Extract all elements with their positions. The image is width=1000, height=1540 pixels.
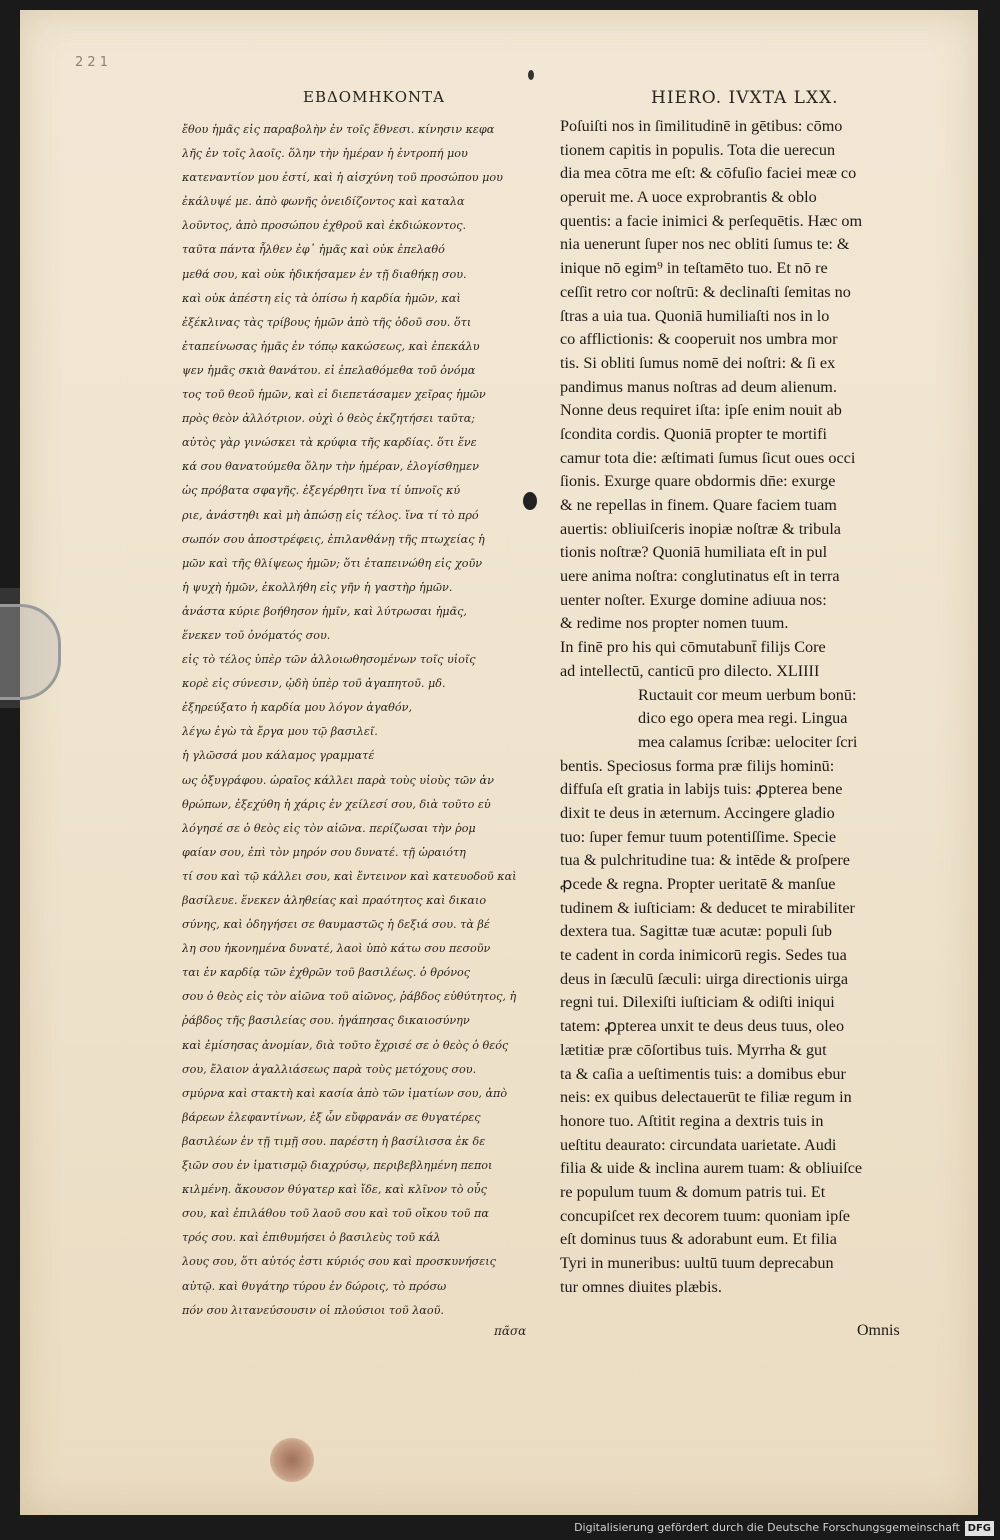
greek-line: σύνης, καὶ ὁδηγήσει σε θαυμαστῶς ἡ δεξιά σου. τὰ βέ: [182, 918, 490, 932]
greek-line: καὶ ἐμίσησας ἀνομίαν, διὰ τοῦτο ἔχρισέ σε ὁ θεὸς ὁ θεός: [182, 1038, 509, 1052]
latin-line: tur omnes diuites plæbis.: [560, 1277, 722, 1296]
greek-line: φαίαν σου, ἐπὶ τὸν μηρόν σου δυνατέ. τῇ ὡραιότη: [182, 845, 466, 859]
latin-line: Nonne deus requiret iſta: ipſe enim nouit ab: [560, 401, 842, 420]
latin-line: In finē pro his qui cōmutabunt̄ filijs Core: [560, 638, 826, 657]
greek-line: πόν σου λιτανεύσουσιν οἱ πλούσιοι τοῦ λαοῦ.: [182, 1303, 444, 1317]
greek-line: λοῦντος, ἀπὸ προσώπου ἐχθροῦ καὶ ἐκδιώκοντος.: [182, 219, 467, 233]
latin-line: diffuſa eſt gratia in labijs tuis: ꝓpterea bene: [560, 780, 843, 799]
latin-line: mea calamus ſcribæ: uelociter ſcri: [638, 732, 858, 751]
greek-text-column: [182, 118, 532, 1323]
latin-line: ceſſit retro cor noſtrū: & declinaſti ſemitas no: [560, 282, 851, 301]
greek-line: βάρεων ἐλεφαντίνων, ἐξ ὧν εὔφρανάν σε θυγατέρες: [182, 1110, 481, 1124]
greek-line: λους σου, ὅτι αὐτός ἐστι κύριός σου καὶ προσκυνήσεις: [182, 1255, 496, 1269]
latin-line: operuit me. A uoce exprobrantis & oblo: [560, 188, 817, 207]
greek-line: ται ἐν καρδίᾳ τῶν ἐχθρῶν τοῦ βασιλέως. ὁ θρόνος: [182, 966, 471, 980]
greek-line: βασιλέων ἐν τῇ τιμῇ σου. παρέστη ἡ βασίλισσα ἐκ δε: [182, 1134, 486, 1148]
latin-text-column: [560, 115, 920, 1299]
greek-line: λόγησέ σε ὁ θεὸς εἰς τὸν αἰῶνα. περίζωσαι τὴν ῥομ: [182, 821, 476, 835]
latin-line: ad intellectū, canticū pro dilecto. XLIIII: [560, 661, 820, 680]
greek-line: σου, καὶ ἐπιλάθου τοῦ λαοῦ σου καὶ τοῦ οἴκου τοῦ πα: [182, 1207, 489, 1221]
greek-line: ἔθου ἡμᾶς εἰς παραβολὴν ἐν τοῖς ἔθνεσι. κίνησιν κεφα: [182, 123, 495, 136]
latin-line: ꝓcede & regna. Propter ueritatē & manſue: [560, 875, 836, 893]
latin-line: Ructauit cor meum uerbum bonū:: [638, 685, 857, 704]
greek-line: ἐκάλυψέ με. ἀπὸ φωνῆς ὀνειδίζοντος καὶ καταλα: [182, 195, 465, 209]
latin-line: ſtras a uia tua. Quoniā humiliaſti nos in lo: [560, 306, 830, 325]
latin-line: tis. Si obliti ſumus nomē dei noſtri: & ſi ex: [560, 353, 836, 372]
latin-line: co afflictionis: & cooperuit nos umbra mor: [560, 330, 838, 349]
latin-line: uenter noſter. Exurge domine adiuua nos:: [560, 590, 827, 609]
running-head-latin: HIERO. IVXTA LXX.: [651, 88, 839, 108]
greek-line: κορὲ εἰς σύνεσιν, ᾠδὴ ὑπὲρ τοῦ ἀγαπητοῦ. μδ.: [182, 677, 446, 691]
latin-line: dia mea cōtra me eſt: & cōfuſio faciei meæ co: [560, 164, 857, 183]
latin-line: ſionis. Exurge quare obdormis dn̄e: exurge: [560, 472, 836, 491]
latin-line: auertis: obliuiſceris inopiæ noſtræ & tribula: [560, 519, 841, 538]
greek-line: λέγω ἐγὼ τὰ ἔργα μου τῷ βασιλεῖ.: [182, 725, 378, 739]
footer-bar: [0, 1518, 1000, 1540]
greek-line: ἕνεκεν τοῦ ὀνόματός σου.: [182, 628, 331, 642]
latin-line: re populum tuum & domum patris tui. Et: [560, 1182, 826, 1201]
latin-line: te cadent in corda inimicorū regis. Sedes tua: [560, 946, 847, 965]
latin-line: ueſtitu deaurato: circundata uarietate. Audi: [560, 1135, 837, 1154]
greek-line: τος τοῦ θεοῦ ἡμῶν, καὶ εἰ διεπετάσαμεν χεῖρας ἡμῶν: [182, 388, 486, 402]
greek-line: ταῦτα πάντα ἦλθεν ἐφ᾽ ἡμᾶς καὶ οὐκ ἐπελαθό: [182, 243, 445, 257]
greek-line: μῶν καὶ τῆς θλίψεως ἡμῶν; ὅτι ἐταπεινώθη εἰς χοῦν: [182, 556, 483, 570]
greek-line: εἰς τὸ τέλος ὑπὲρ τῶν ἀλλοιωθησομένων τοῖς υἱοῖς: [182, 653, 476, 667]
dfg-logo: DFG: [965, 1521, 994, 1536]
latin-line: filia & uide & inclina aurem tuam: & obliuiſce: [560, 1159, 863, 1178]
latin-line: camur tota die: æſtimati ſumus ſicut oues occi: [560, 448, 856, 467]
greek-line: ξιῶν σου ἐν ἱματισμῷ διαχρύσῳ, περιβεβλημένη πεποι: [182, 1159, 493, 1173]
latin-line: bentis. Speciosus forma præ filijs hominū:: [560, 756, 835, 775]
latin-line: dixit te deus in æternum. Accingere gladio: [560, 803, 835, 822]
latin-line: quentis: a facie inimici & perſequētis. Hæc om: [560, 211, 863, 230]
greek-line: ἀνάστα κύριε βοήθησον ἡμῖν, καὶ λύτρωσαι ἡμᾶς,: [182, 604, 467, 618]
greek-line: τρός σου. καὶ ἐπιθυμήσει ὁ βασιλεὺς τοῦ κάλ: [182, 1231, 441, 1245]
latin-line: pandimus manus noſtras ad deum alienum.: [560, 377, 837, 396]
latin-line: deus in ſæculū ſæculi: uirga directionis uirga: [560, 969, 849, 988]
latin-line: inique nō egim⁹ in teſtamēto tuo. Et nō re: [560, 259, 828, 278]
latin-line: ta & caſia a ueſtimentis tuis: a domibus ebur: [560, 1064, 846, 1083]
latin-line: ſcondita cordis. Quoniā propter te mortifi: [560, 424, 828, 443]
greek-line: ἡ γλῶσσά μου κάλαμος γραμματέ: [182, 749, 375, 763]
latin-line: honore tuo. Aſtitit regina a dextris tuis in: [560, 1111, 824, 1130]
latin-line: eſt dominus tuus & adorabunt eum. Et filia: [560, 1230, 837, 1249]
greek-line: ἐξέκλινας τὰς τρίβους ἡμῶν ἀπὸ τῆς ὁδοῦ σου. ὅτι: [182, 315, 472, 329]
greek-line: θρώπων, ἐξεχύθη ἡ χάρις ἐν χείλεσί σου, διὰ τοῦτο εὐ: [182, 797, 491, 811]
catchword-latin: Omnis: [857, 1322, 900, 1339]
latin-line: & redime nos propter nomen tuum.: [560, 614, 789, 633]
greek-line: πρὸς θεὸν ἀλλότριον. οὐχὶ ὁ θεὸς ἐκζητήσει ταῦτα;: [182, 412, 476, 426]
latin-line: concupiſcet rex decorem tuum: quoniam ipſe: [560, 1206, 850, 1225]
latin-line: dico ego opera mea regi. Lingua: [638, 709, 848, 728]
latin-line: lætitiæ præ cōſortibus tuis. Myrrha & gut: [560, 1040, 827, 1059]
greek-line: λῆς ἐν τοῖς λαοῖς. ὅλην τὴν ἡμέραν ἡ ἐντροπή μου: [182, 147, 468, 161]
greek-line: βασίλευε. ἕνεκεν ἀληθείας καὶ πραότητος καὶ δικαιο: [182, 894, 487, 907]
greek-line: κατεναντίον μου ἐστί, καὶ ἡ αἰσχύνη τοῦ προσώπου μου: [182, 171, 503, 185]
ink-dot: [528, 70, 534, 80]
latin-line: tionem capitis in populis. Tota die uerecun: [560, 140, 836, 159]
running-head-greek: ΕΒΔΟΜΗΚΟΝΤΑ: [303, 88, 446, 106]
greek-line: ἐξηρεύξατο ἡ καρδία μου λόγον ἀγαθόν,: [182, 701, 412, 715]
greek-line: ως ὀξυγράφου. ὡραῖος κάλλει παρὰ τοὺς υἱοὺς τῶν ἀν: [182, 773, 494, 787]
page-marker: 2 2 1: [75, 55, 109, 70]
greek-line: λη σου ἠκονημένα δυνατέ, λαοὶ ὑπὸ κάτω σου πεσοῦν: [182, 942, 491, 956]
greek-line: σου ὁ θεὸς εἰς τὸν αἰῶνα τοῦ αἰῶνος, ῥάβδος εὐθύτητος, ἡ: [182, 990, 517, 1004]
greek-line: κιλμένη. ἄκουσον θύγατερ καὶ ἴδε, καὶ κλῖνον τὸ οὖς: [182, 1183, 487, 1197]
greek-line: κά σου θανατούμεθα ὅλην τὴν ἡμέραν, ἐλογίσθημεν: [182, 460, 479, 474]
latin-line: neis: ex quibus delectauerūt te filiæ regum in: [560, 1088, 852, 1107]
greek-line: αὐτὸς γὰρ γινώσκει τὰ κρύφια τῆς καρδίας. ὅτι ἕνε: [182, 436, 477, 450]
greek-line: σου, ἔλαιον ἀγαλλιάσεως παρὰ τοὺς μετόχους σου.: [182, 1062, 477, 1076]
greek-line: ψεν ἡμᾶς σκιὰ θανάτου. εἰ ἐπελαθόμεθα τοῦ ὀνόμα: [182, 363, 476, 377]
footer-credit: Digitalisierung gefördert durch die Deutsche Forschungsgemeinschaft: [574, 1521, 960, 1534]
latin-line: Poſuiſti nos in ſimilitudinē in gētibus: cōmo: [560, 117, 843, 135]
greek-line: ριε, ἀνάστηθι καὶ μὴ ἀπώσῃ εἰς τέλος. ἵνα τί τὸ πρό: [182, 508, 479, 522]
greek-line: ἐταπείνωσας ἡμᾶς ἐν τόπῳ κακώσεως, καὶ ἐπεκάλυ: [182, 339, 480, 353]
page-stain: [270, 1438, 314, 1482]
greek-line: σμύρνα καὶ στακτὴ καὶ κασία ἀπὸ τῶν ἱματίων σου, ἀπὸ: [182, 1086, 508, 1100]
latin-line: tuo: ſuper femur tuum potentiſſime. Specie: [560, 827, 837, 846]
latin-line: nia uenerunt ſuper nos nec obliti ſumus te: &: [560, 235, 850, 254]
greek-line: ῥάβδος τῆς βασιλείας σου. ἠγάπησας δικαιοσύνην: [182, 1014, 470, 1028]
greek-line: ἡ ψυχὴ ἡμῶν, ἐκολλήθη εἰς γῆν ἡ γαστὴρ ἡμῶν.: [182, 580, 453, 594]
greek-line: καὶ οὐκ ἀπέστη εἰς τὰ ὀπίσω ἡ καρδία ἡμῶν, καὶ: [182, 291, 461, 305]
latin-line: & ne repellas in finem. Quare faciem tuam: [560, 496, 837, 514]
greek-line: μεθά σου, καὶ οὐκ ἠδικήσαμεν ἐν τῇ διαθήκῃ σου.: [182, 267, 467, 281]
greek-line: ὡς πρόβατα σφαγῆς. ἐξεγέρθητι ἵνα τί ὑπνοῖς κύ: [182, 484, 461, 498]
latin-line: tatem: ꝓpterea unxit te deus deus tuus, oleo: [560, 1017, 845, 1036]
latin-line: Tyri in muneribus: uultū tuum deprecabun: [560, 1254, 834, 1272]
greek-line: σωπόν σου ἀποστρέφεις, ἐπιλανθάνῃ τῆς πτωχείας ἡ: [182, 532, 485, 546]
latin-line: regni tui. Dilexiſti iuſticiam & odiſti iniqui: [560, 993, 835, 1012]
greek-line: τί σου καὶ τῷ κάλλει σου, καὶ ἔντεινον καὶ κατευοδοῦ καὶ: [182, 869, 517, 883]
catchword-greek: πᾶσα: [494, 1324, 527, 1338]
latin-line: tudinem & iuſticiam: & deducet te mirabiliter: [560, 898, 855, 917]
latin-line: uere anima noſtra: conglutinatus eſt in terra: [560, 567, 840, 586]
latin-line: tua & pulchritudine tua: & intēde & proſpere: [560, 851, 850, 870]
greek-line: αὐτῷ. καὶ θυγάτηρ τύρου ἐν δώροις, τὸ πρόσω: [182, 1279, 447, 1293]
latin-line: tionis noſtræ? Quoniā humiliata eſt in pul: [560, 543, 828, 562]
latin-line: dextera tua. Sagittæ tuæ acutæ: populi ſub: [560, 922, 833, 941]
